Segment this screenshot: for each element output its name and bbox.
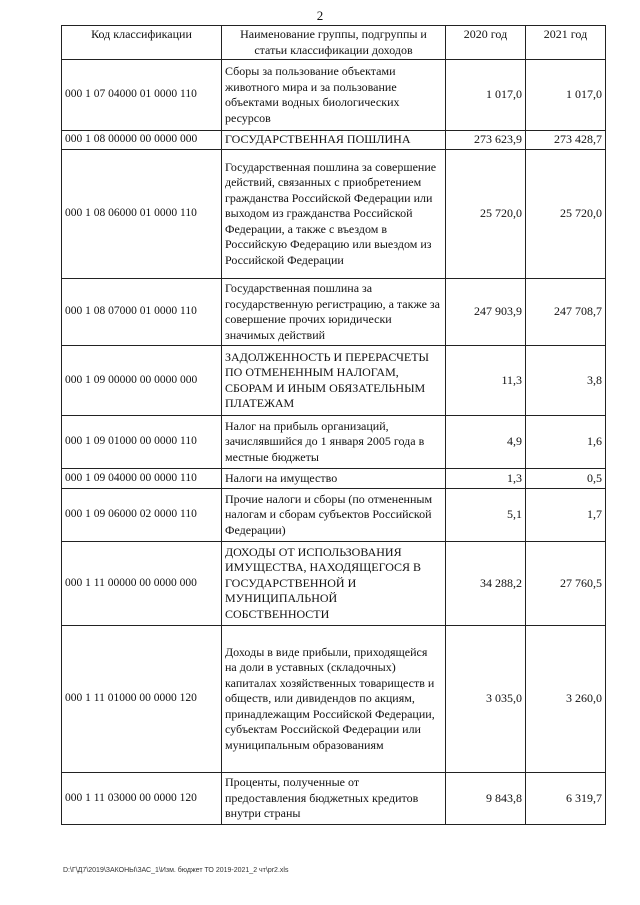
row-name: Налог на прибыль организаций, зачислявшийся до 1 января 2005 года в местные бюджеты (222, 416, 446, 469)
row-name: Государственная пошлина за государственную регистрацию, а также за совершение прочих юридически значимых действий (222, 279, 446, 346)
row-2021: 3 260,0 (526, 626, 606, 773)
row-2020: 1,3 (446, 469, 526, 489)
row-name: ЗАДОЛЖЕННОСТЬ И ПЕРЕРАСЧЕТЫ ПО ОТМЕНЕННЫМ НАЛОГАМ, СБОРАМ И ИНЫМ ОБЯЗАТЕЛЬНЫМ ПЛАТЕЖАМ (222, 346, 446, 416)
table-row (62, 773, 606, 825)
row-code: 000 1 11 03000 00 0000 120 (62, 773, 222, 825)
row-2020: 3 035,0 (446, 626, 526, 773)
header-code: Код классификации (62, 26, 222, 60)
header-2021: 2021 год (526, 26, 606, 60)
row-code: 000 1 09 06000 02 0000 110 (62, 489, 222, 542)
table-row (62, 346, 606, 416)
table-row (62, 150, 606, 279)
budget-table (61, 25, 606, 825)
table-header-row (62, 26, 606, 60)
table-row (62, 416, 606, 469)
row-2020: 25 720,0 (446, 150, 526, 279)
row-name: Налоги на имущество (222, 469, 446, 489)
table-row (62, 131, 606, 150)
row-code: 000 1 08 00000 00 0000 000 (62, 131, 222, 150)
page-number: 2 (316, 8, 324, 23)
row-name: ГОСУДАРСТВЕННАЯ ПОШЛИНА (222, 131, 446, 150)
table-row (62, 626, 606, 773)
table-row (62, 279, 606, 346)
row-2020: 247 903,9 (446, 279, 526, 346)
row-code: 000 1 07 04000 01 0000 110 (62, 60, 222, 131)
row-name: Проценты, полученные от предоставления бюджетных кредитов внутри страны (222, 773, 446, 825)
row-2020: 34 288,2 (446, 542, 526, 626)
table-row (62, 489, 606, 542)
row-code: 000 1 09 00000 00 0000 000 (62, 346, 222, 416)
row-code: 000 1 09 01000 00 0000 110 (62, 416, 222, 469)
row-code: 000 1 11 01000 00 0000 120 (62, 626, 222, 773)
row-name: Прочие налоги и сборы (по отмененным налогам и сборам субъектов Российской Федерации) (222, 489, 446, 542)
row-name: Доходы в виде прибыли, приходящейся на доли в уставных (складочных) капиталах хозяйственных товариществ и обществ, или дивидендов по акциям, принадлежащим Российской Федерации, субъектам Российской Федерации или муниципальным образованиям (222, 626, 446, 773)
table-row (62, 542, 606, 626)
table-row (62, 469, 606, 489)
row-2021: 1,6 (526, 416, 606, 469)
row-name: Государственная пошлина за совершение действий, связанных с приобретением гражданства Российской Федерации или выходом из гражданства Российской Федерации, а также с въездом в Российскую Федерацию или выездом из Российской Федерации (222, 150, 446, 279)
file-path-footer: D:\Г\Д7\2019\ЗАКОНЫ\ЗАС_1\Изм. бюджет ТО 2019-2021_2 чт\pr2.xls (63, 867, 289, 874)
row-code: 000 1 11 00000 00 0000 000 (62, 542, 222, 626)
row-name: ДОХОДЫ ОТ ИСПОЛЬЗОВАНИЯ ИМУЩЕСТВА, НАХОДЯЩЕГОСЯ В ГОСУДАРСТВЕННОЙ И МУНИЦИПАЛЬНОЙ СОБСТВЕННОСТИ (222, 542, 446, 626)
row-2021: 25 720,0 (526, 150, 606, 279)
row-2020: 273 623,9 (446, 131, 526, 150)
row-2021: 6 319,7 (526, 773, 606, 825)
row-2021: 27 760,5 (526, 542, 606, 626)
header-2020: 2020 год (446, 26, 526, 60)
row-2020: 4,9 (446, 416, 526, 469)
row-2021: 247 708,7 (526, 279, 606, 346)
row-2021: 1 017,0 (526, 60, 606, 131)
row-2021: 273 428,7 (526, 131, 606, 150)
row-2021: 1,7 (526, 489, 606, 542)
row-2021: 0,5 (526, 469, 606, 489)
row-code: 000 1 08 06000 01 0000 110 (62, 150, 222, 279)
row-code: 000 1 09 04000 00 0000 110 (62, 469, 222, 489)
row-2020: 9 843,8 (446, 773, 526, 825)
row-2020: 11,3 (446, 346, 526, 416)
header-name: Наименование группы, подгруппы и статьи классификации доходов (222, 26, 446, 60)
row-2020: 5,1 (446, 489, 526, 542)
row-2021: 3,8 (526, 346, 606, 416)
table-row (62, 60, 606, 131)
row-2020: 1 017,0 (446, 60, 526, 131)
row-code: 000 1 08 07000 01 0000 110 (62, 279, 222, 346)
row-name: Сборы за пользование объектами животного мира и за пользование объектами водных биологических ресурсов (222, 60, 446, 131)
